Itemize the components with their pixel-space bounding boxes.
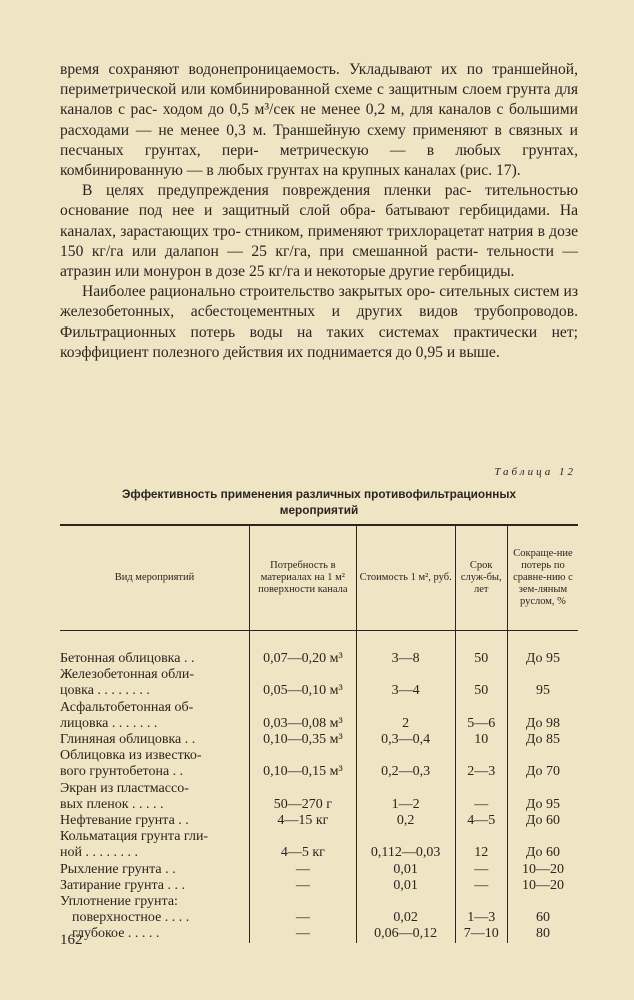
service-life-cell: 4—5 xyxy=(455,813,507,829)
cost-cell: 1—2 xyxy=(356,797,455,813)
table-row xyxy=(60,829,578,845)
table-row xyxy=(60,926,578,942)
cost-cell: 2 xyxy=(356,716,455,732)
table-title xyxy=(60,486,578,518)
material-need-cell: 50—270 г xyxy=(249,797,356,813)
cost-cell xyxy=(356,829,455,845)
header-measure-type: Вид мероприятий xyxy=(60,525,249,631)
cost-cell: 0,01 xyxy=(356,862,455,878)
material-need-cell xyxy=(249,748,356,764)
header-material-need: Потребность в материалах на 1 м² поверхности канала xyxy=(249,525,356,631)
text-line: воды на таких системах практически нет; коэффициент xyxy=(60,323,578,361)
table-row xyxy=(60,845,578,861)
material-need-cell: — xyxy=(249,910,356,926)
service-life-cell: — xyxy=(455,797,507,813)
service-life-cell: — xyxy=(455,862,507,878)
cost-cell: 0,02 xyxy=(356,910,455,926)
table-row xyxy=(60,813,578,829)
header-service-life: Срок служ-бы, лет xyxy=(455,525,507,631)
measure-name-cell: Глиняная облицовка . . xyxy=(60,732,196,748)
material-need-cell xyxy=(249,667,356,683)
table-row xyxy=(60,700,578,716)
loss-reduction-cell: До 70 xyxy=(507,764,578,780)
text-line: в любых грунтах на крупных каналах (рис. 17). xyxy=(206,162,521,180)
material-need-cell xyxy=(249,781,356,797)
text-line: метрическую — в любых грунтах, комбинированную — xyxy=(60,141,578,180)
paragraph xyxy=(60,282,578,363)
material-need-cell: 0,10—0,15 м³ xyxy=(249,764,356,780)
text-line: схеме с защитным слоем грунта для каналов с рас- xyxy=(60,81,578,119)
measure-name-cell: Бетонная облицовка . . xyxy=(60,651,195,666)
table-row xyxy=(60,797,578,813)
material-need-cell: 0,07—0,20 м³ xyxy=(249,651,356,667)
cost-cell xyxy=(356,700,455,716)
table-row xyxy=(60,651,578,667)
paragraph xyxy=(60,181,578,282)
text-line: батывают гербицидами. На каналах, зарастающих тро- xyxy=(60,202,578,240)
header-cost: Стоимость 1 м², руб. xyxy=(356,525,455,631)
measure-name-cell: вого грунтобетона . . xyxy=(60,764,184,780)
text-line: некоторые другие гербициды. xyxy=(316,263,515,281)
measure-name-cell: лицовка . . . . . . . xyxy=(60,715,158,731)
text-line: полезного действия их поднимается до 0,95 и выше. xyxy=(152,343,500,361)
service-life-cell: 50 xyxy=(455,651,507,667)
loss-reduction-cell xyxy=(507,829,578,845)
cost-cell: 0,112—0,03 xyxy=(356,845,455,861)
text-line: тельности — атразин или монурон в дозе 25 кг/га и xyxy=(60,242,578,281)
text-line: сительных систем из железобетонных, асбестоцементных xyxy=(60,283,578,321)
measure-name-cell: Рыхление грунта . . xyxy=(60,861,176,877)
measure-name-cell: глубокое . . . . . xyxy=(72,926,160,942)
service-life-cell: 1—3 xyxy=(455,910,507,926)
table-row xyxy=(60,910,578,926)
table-row xyxy=(60,894,578,910)
cost-cell: 0,01 xyxy=(356,878,455,894)
service-life-cell xyxy=(455,748,507,764)
table-number: Таблица 12 xyxy=(494,466,576,478)
table-title-line1: Эффективность применения различных противофильтрационных xyxy=(121,487,517,501)
service-life-cell: 50 xyxy=(455,683,507,699)
cost-cell: 3—4 xyxy=(356,683,455,699)
measure-name-cell: ной . . . . . . . . xyxy=(60,845,138,861)
cost-cell: 0,06—0,12 xyxy=(356,926,455,942)
loss-reduction-cell: 80 xyxy=(507,926,578,942)
material-need-cell xyxy=(249,700,356,716)
text-line: 150 кг/га или далапон — 25 кг/га, при смешанной расти- xyxy=(60,242,479,260)
service-life-cell: 7—10 xyxy=(455,926,507,942)
header-loss-reduction: Сокраще-ние потерь по сравне-нию с зем-ляным руслом, % xyxy=(507,525,578,631)
cost-cell xyxy=(356,894,455,910)
table-row xyxy=(60,748,578,764)
cost-cell: 0,2 xyxy=(356,813,455,829)
measure-name-cell: Асфальтобетонная об- xyxy=(60,699,194,715)
table-header-row xyxy=(60,525,578,631)
material-need-cell: — xyxy=(249,878,356,894)
loss-reduction-cell: 10—20 xyxy=(507,878,578,894)
cost-cell: 3—8 xyxy=(356,651,455,667)
text-line: большими расходами — не менее 0,3 м. Траншейную xyxy=(60,101,578,139)
loss-reduction-cell: 95 xyxy=(507,683,578,699)
measure-name-cell: вых пленок . . . . . xyxy=(60,796,164,812)
measure-name-cell: Кольматация грунта гли- xyxy=(60,829,209,845)
loss-reduction-cell xyxy=(507,700,578,716)
loss-reduction-cell: До 60 xyxy=(507,845,578,861)
material-need-cell: — xyxy=(249,862,356,878)
service-life-cell xyxy=(455,667,507,683)
loss-reduction-cell xyxy=(507,781,578,797)
cost-cell xyxy=(356,748,455,764)
cost-cell: 0,3—0,4 xyxy=(356,732,455,748)
material-need-cell xyxy=(249,829,356,845)
text-line: В целях предупреждения повреждения пленки рас- xyxy=(82,182,472,200)
text-line: стником, применяют трихлорацетат натрия в дозе xyxy=(245,222,578,240)
table-row xyxy=(60,781,578,797)
loss-reduction-cell xyxy=(507,667,578,683)
material-need-cell: 4—15 кг xyxy=(249,813,356,829)
table-row xyxy=(60,683,578,699)
loss-reduction-cell: До 85 xyxy=(507,732,578,748)
loss-reduction-cell: 10—20 xyxy=(507,862,578,878)
table-spacer-row xyxy=(60,631,578,652)
measure-name-cell: поверхностное . . . . xyxy=(72,910,190,926)
loss-reduction-cell: До 98 xyxy=(507,716,578,732)
service-life-cell: 10 xyxy=(455,732,507,748)
measure-name-cell: цовка . . . . . . . . xyxy=(60,683,150,699)
loss-reduction-cell: До 95 xyxy=(507,651,578,667)
spacer-cell xyxy=(507,631,578,652)
service-life-cell: 5—6 xyxy=(455,716,507,732)
text-line: тительностью основание под нее и защитный слой обра- xyxy=(60,182,578,220)
loss-reduction-cell: 60 xyxy=(507,910,578,926)
material-need-cell xyxy=(249,894,356,910)
text-line: время сохраняют водонепроницаемость. Укладывают их xyxy=(60,61,458,78)
service-life-cell xyxy=(455,894,507,910)
measure-name-cell: Уплотнение грунта: xyxy=(60,894,178,910)
table-row xyxy=(60,732,578,748)
loss-reduction-cell xyxy=(507,894,578,910)
text-line: и других видов трубопроводов. Фильтрационных потерь xyxy=(60,303,578,341)
text-line: по траншейной, периметрической или комбинированной xyxy=(60,61,578,99)
material-need-cell: 0,03—0,08 м³ xyxy=(249,716,356,732)
page-number: 162 xyxy=(60,932,83,948)
service-life-cell xyxy=(455,829,507,845)
table-body xyxy=(60,631,578,943)
spacer-cell xyxy=(60,631,249,652)
service-life-cell xyxy=(455,700,507,716)
loss-reduction-cell: До 95 xyxy=(507,797,578,813)
spacer-cell xyxy=(455,631,507,652)
loss-reduction-cell: До 60 xyxy=(507,813,578,829)
material-need-cell: 0,05—0,10 м³ xyxy=(249,683,356,699)
spacer-cell xyxy=(249,631,356,652)
text-line: ходом до 0,5 м³/сек не менее 0,2 м, для каналов с xyxy=(162,101,504,119)
material-need-cell: 0,10—0,35 м³ xyxy=(249,732,356,748)
table-row xyxy=(60,764,578,780)
cost-cell xyxy=(356,667,455,683)
loss-reduction-cell xyxy=(507,748,578,764)
service-life-cell: 12 xyxy=(455,845,507,861)
service-life-cell: 2—3 xyxy=(455,764,507,780)
body-text xyxy=(60,60,578,363)
cost-cell xyxy=(356,781,455,797)
material-need-cell: — xyxy=(249,926,356,942)
table-row xyxy=(60,862,578,878)
spacer-cell xyxy=(356,631,455,652)
measure-name-cell: Экран из пластмассо- xyxy=(60,780,189,796)
measure-name-cell: Нефтевание грунта . . xyxy=(60,813,189,829)
measure-name-cell: Железобетонная обли- xyxy=(60,667,195,683)
measure-name-cell: Затирание грунта . . . xyxy=(60,877,185,893)
text-line: схему применяют в связных и песчаных грунтах, пери- xyxy=(60,121,578,159)
text-line: Наиболее рационально строительство закрытых оро- xyxy=(82,283,436,301)
table-row xyxy=(60,716,578,732)
paragraph xyxy=(60,60,578,181)
material-need-cell: 4—5 кг xyxy=(249,845,356,861)
table-title-line2: мероприятий xyxy=(279,503,359,517)
effectiveness-table xyxy=(60,524,578,943)
service-life-cell: — xyxy=(455,878,507,894)
service-life-cell xyxy=(455,781,507,797)
table-row xyxy=(60,667,578,683)
table-row xyxy=(60,878,578,894)
cost-cell: 0,2—0,3 xyxy=(356,764,455,780)
measure-name-cell: Облицовка из известко- xyxy=(60,748,202,764)
